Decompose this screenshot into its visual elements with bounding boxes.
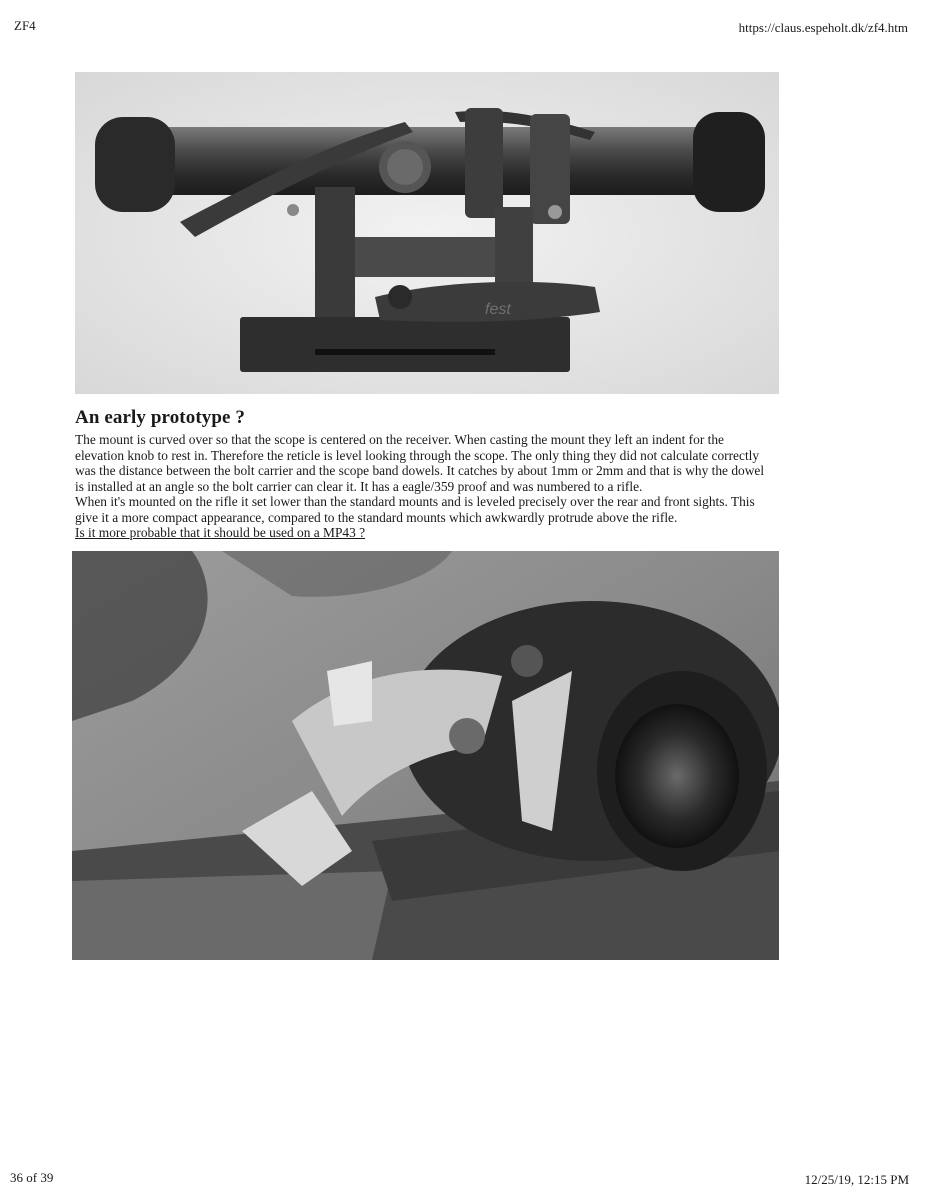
section-heading: An early prototype ? — [75, 407, 245, 428]
print-datetime: 12/25/19, 12:15 PM — [804, 1172, 909, 1187]
fest-engraving: fest — [485, 301, 511, 318]
mount-closeup-photo — [72, 551, 779, 960]
page-title: ZF4 — [14, 18, 36, 33]
body-line-3: was the distance between the bolt carrier and the scope band dowels. It catches by about 1mm or 2mm and that is why the dowel — [75, 463, 765, 478]
page-url: https://claus.espeholt.dk/zf4.htm — [738, 20, 908, 35]
scope-mount-photo — [75, 72, 779, 394]
page-number: 36 of 39 — [10, 1170, 54, 1185]
body-line-5: When it's mounted on the rifle it set lower than the standard mounts and is leveled precisely over the rear and front sights. This — [75, 494, 755, 509]
body-line-1: The mount is curved over so that the scope is centered on the receiver. When casting the mount they left an indent for the — [75, 432, 724, 447]
body-line-4: is installed at an angle so the bolt carrier can clear it. It has a eagle/359 proof and was numbered to a rifle. — [75, 478, 643, 494]
article-body — [75, 432, 875, 551]
body-line-7: Is it more probable that it should be used on a MP43 ? — [75, 525, 366, 540]
body-line-2: elevation knob to rest in. Therefore the reticle is level looking through the scope. The only thing they did not calculate correctly — [75, 447, 760, 463]
body-line-6: give it a more compact appearance, compared to the standard mounts which awkwardly protrude above the rifle. — [75, 509, 678, 525]
